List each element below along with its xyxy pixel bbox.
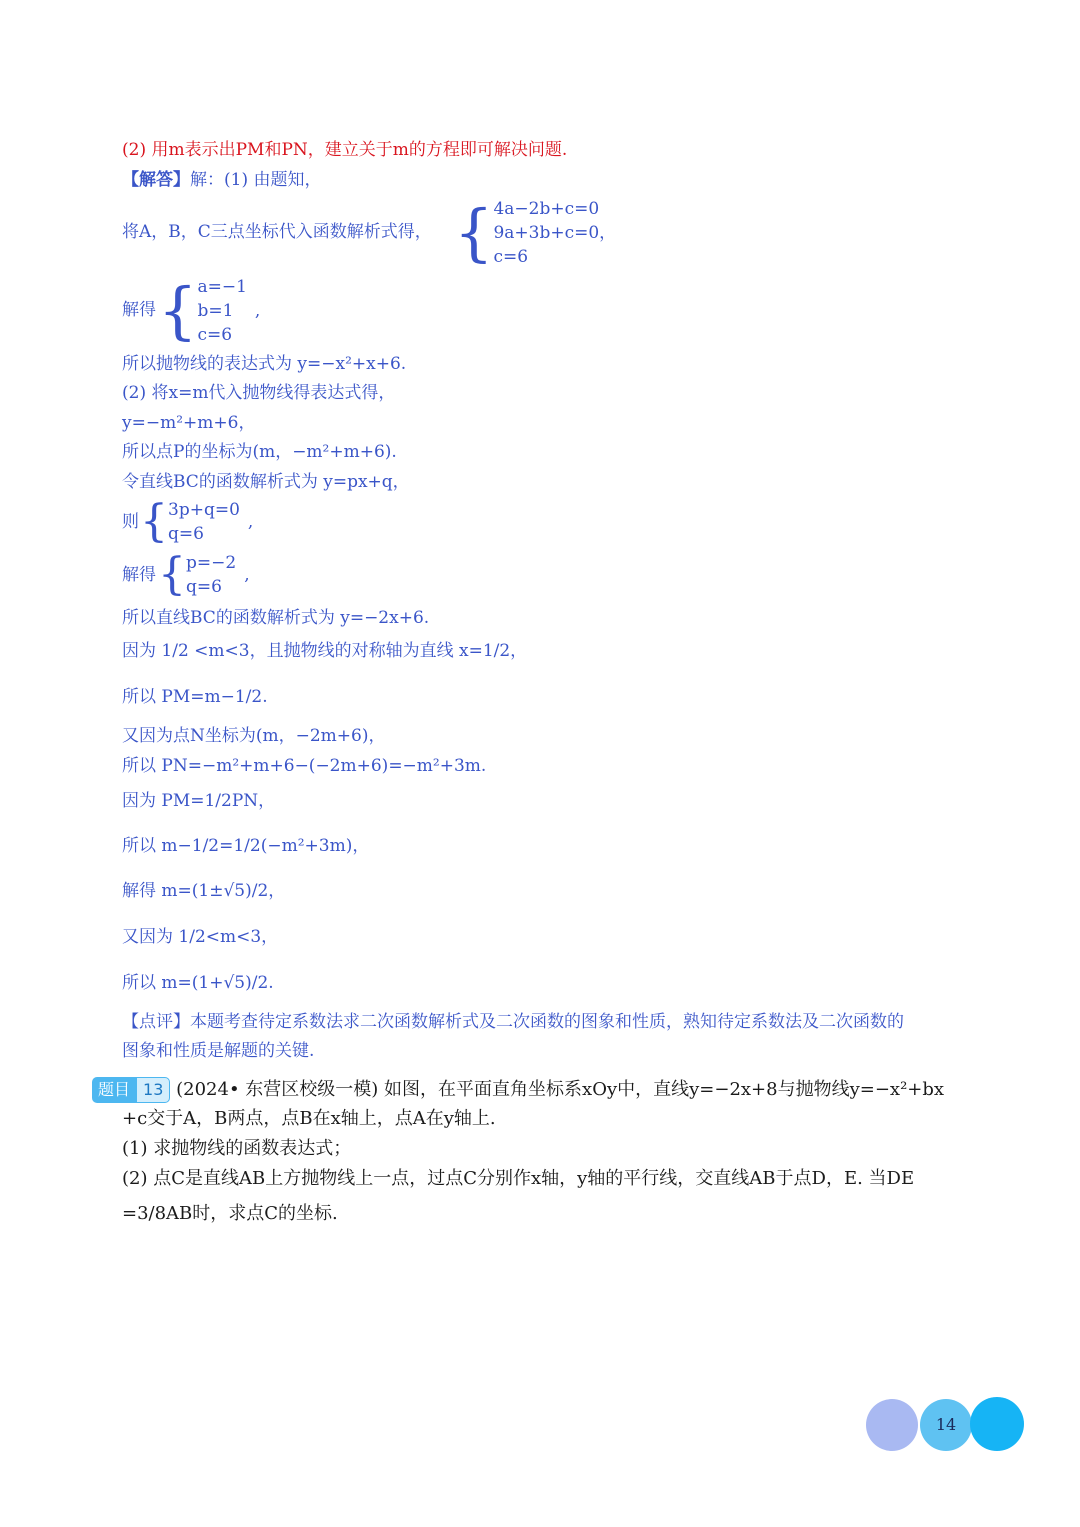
system2-row: a=−1 <box>197 277 247 297</box>
left-brace-icon: { <box>140 496 168 547</box>
equation-system-3 <box>140 498 253 546</box>
comment-tag: 【点评】 <box>122 1012 190 1032</box>
problem-stem-line-2: +c交于A，B两点，点B在x轴上，点A在y轴上. <box>122 1108 496 1129</box>
comment-text-1: 本题考查待定系数法求二次函数解析式及二次函数的图象和性质，熟知待定系数法及二次函数的 <box>190 1012 904 1032</box>
system2-row: c=6 <box>197 325 233 345</box>
left-brace-icon: { <box>158 274 198 347</box>
system1-row: 9a+3b+c=0， <box>493 223 617 243</box>
problem-tag-number: 13 <box>136 1077 170 1103</box>
page-number-badge <box>866 1397 1026 1451</box>
system1-row: 4a−2b+c=0 <box>493 199 600 219</box>
system4-row: q=6 <box>186 577 222 597</box>
comma: , <box>254 301 261 321</box>
badge-circle-right <box>970 1397 1024 1451</box>
final-m: 所以 m=(1+√5)/2. <box>122 973 274 993</box>
line-bc-result: 所以直线BC的函数解析式为 y=−2x+6. <box>122 608 430 628</box>
solve-label-2: 解得 <box>122 565 156 585</box>
hint-line-2: (2) 用m表示出PM和PN，建立关于m的方程即可解决问题. <box>122 140 568 160</box>
problem-question-2-line-2: =3/8AB时，求点C的坐标. <box>122 1203 338 1224</box>
point-p-coordinates: 所以点P的坐标为(m，−m²+m+6). <box>122 442 397 462</box>
comma: , <box>244 565 250 585</box>
part2-substitute: (2) 将x=m代入抛物线得表达式得， <box>122 383 396 403</box>
comment-line-1 <box>122 1011 904 1033</box>
left-brace-icon: { <box>454 196 494 269</box>
left-brace-icon: { <box>158 549 186 600</box>
answer-start: 解：(1) 由题知， <box>190 170 322 190</box>
solve-m: 解得 m=(1±√5)/2， <box>122 881 286 901</box>
parabola-expression: 所以抛物线的表达式为 y=−x²+x+6. <box>122 354 407 374</box>
comment-line-2: 图象和性质是解题的关键. <box>122 1041 315 1061</box>
system3-row: 3p+q=0 <box>168 500 240 520</box>
system2-row: b=1 <box>197 301 234 321</box>
problem-tag-label: 题目 <box>92 1077 136 1103</box>
pm-pn-relation: 因为 PM=1/2PN， <box>122 791 276 811</box>
y-in-terms-of-m: y=−m²+m+6， <box>122 413 256 433</box>
system3-row: q=6 <box>168 524 204 544</box>
system4-row: p=−2 <box>186 553 237 573</box>
equation-system-2 <box>158 275 260 347</box>
problem-13-stem-line-1 <box>92 1077 944 1103</box>
badge-circle-left <box>866 1399 918 1451</box>
problem-stem-1: 如图，在平面直角坐标系xOy中，直线y=−2x+8与抛物线y=−x²+bx <box>384 1079 945 1100</box>
solve-label-1: 解得 <box>122 300 156 320</box>
problem-source: (2024• 东营区校级一模) <box>176 1079 379 1100</box>
range-check: 又因为 1/2<m<3， <box>122 927 279 947</box>
line-bc-assumption: 令直线BC的函数解析式为 y=px+q， <box>122 472 410 492</box>
pn-expression: 所以 PN=−m²+m+6−(−2m+6)=−m²+3m. <box>122 756 487 776</box>
equation-in-m: 所以 m−1/2=1/2(−m²+3m)， <box>122 836 370 856</box>
point-n-coordinates: 又因为点N坐标为(m，−2m+6)， <box>122 726 386 746</box>
comma: , <box>247 512 254 532</box>
pm-expression: 所以 PM=m−1/2. <box>122 687 268 707</box>
page-number: 14 <box>935 1415 957 1434</box>
answer-header <box>122 169 321 191</box>
because-range: 因为 1/2 <m<3，且抛物线的对称轴为直线 x=1/2， <box>122 641 528 661</box>
then-label: 则 <box>122 512 139 532</box>
substitute-abc-text: 将A，B，C三点坐标代入函数解析式得， <box>122 222 432 242</box>
equation-system-1 <box>454 197 616 269</box>
problem-question-2-line-1: (2) 点C是直线AB上方抛物线上一点，过点C分别作x轴，y轴的平行线，交直线AB于点D，E. 当DE <box>122 1168 915 1189</box>
equation-system-4 <box>158 551 250 599</box>
problem-question-1: (1) 求抛物线的函数表达式； <box>122 1138 352 1159</box>
answer-tag: 【解答】 <box>122 170 190 190</box>
system1-row: c=6 <box>493 247 529 267</box>
